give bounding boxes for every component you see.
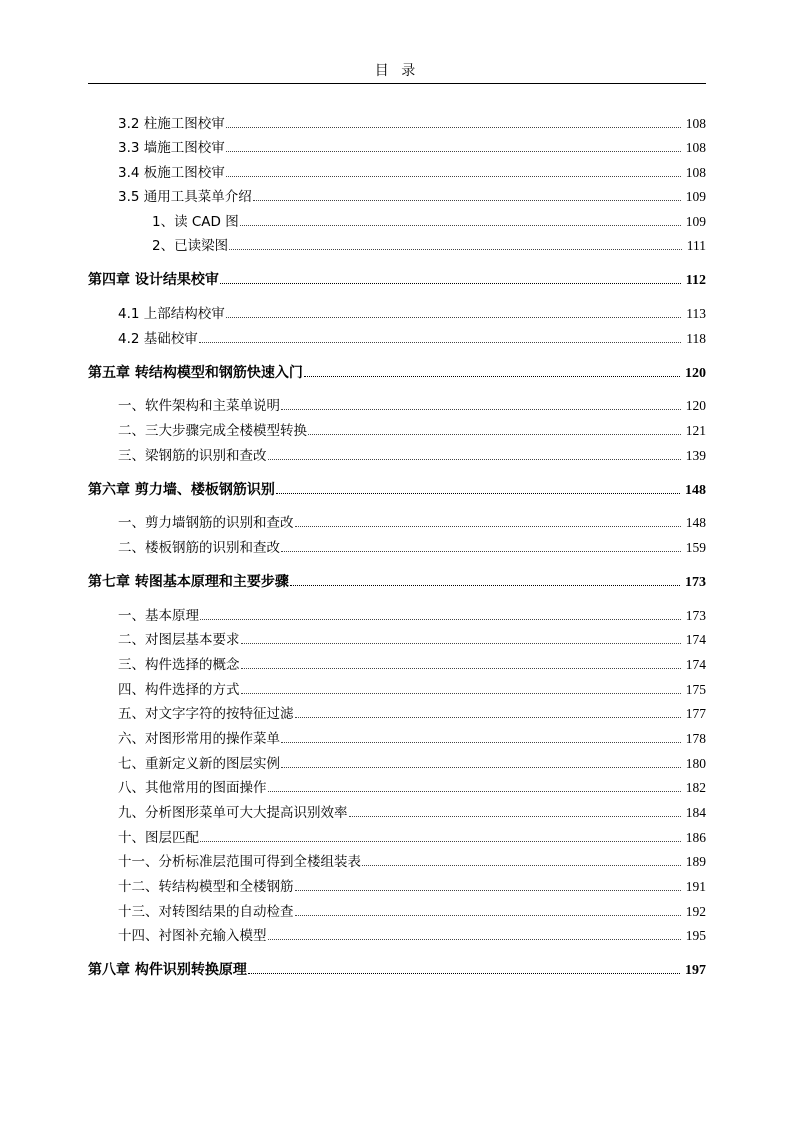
toc-entry-page: 178 xyxy=(685,731,706,746)
dot-leader xyxy=(226,126,681,128)
toc-entry-title: 4.1 上部结构校审 xyxy=(118,306,225,322)
toc-entry[interactable] xyxy=(118,779,706,797)
dot-leader xyxy=(281,408,681,410)
toc-entry-page: 111 xyxy=(686,238,706,253)
toc-entry-page: 177 xyxy=(685,706,706,721)
dot-leader xyxy=(240,224,681,226)
dot-leader xyxy=(349,815,681,817)
toc-entry-page: 118 xyxy=(686,331,706,346)
toc-entry[interactable] xyxy=(118,631,706,649)
toc-chapter-page: 148 xyxy=(685,483,706,498)
toc-entry-title: 4.2 基础校审 xyxy=(118,331,198,347)
dot-leader xyxy=(200,618,681,620)
toc-entry-page: 108 xyxy=(685,140,706,155)
page-header-title: 目 录 xyxy=(374,63,420,79)
toc-entry-title: 一、剪力墙钢筋的识别和查改 xyxy=(118,515,294,531)
toc-entry-title: 十一、分析标准层范围可得到全楼组装表 xyxy=(118,854,361,870)
toc-entry-page: 109 xyxy=(685,189,706,204)
toc-entry[interactable] xyxy=(118,681,706,699)
toc-entry-page: 191 xyxy=(685,879,706,894)
toc-entry[interactable] xyxy=(118,539,706,557)
toc-entry-title: 十二、转结构模型和全楼钢筋 xyxy=(118,879,294,895)
toc-entry[interactable] xyxy=(118,188,706,206)
toc-entry[interactable] xyxy=(118,607,706,625)
toc-entry[interactable] xyxy=(118,514,706,532)
dot-leader xyxy=(226,150,681,152)
toc-entry-page: 174 xyxy=(685,657,706,672)
toc-chapter-page: 197 xyxy=(685,963,706,978)
dot-leader xyxy=(281,550,681,552)
toc-chapter-title: 第六章 剪力墙、楼板钢筋识别 xyxy=(88,482,275,498)
dot-leader xyxy=(226,175,681,177)
toc-entry-title: 五、对文字字符的按特征过滤 xyxy=(118,706,294,722)
toc-entry[interactable] xyxy=(118,903,706,921)
dot-leader xyxy=(241,692,681,694)
toc-entry-title: 二、楼板钢筋的识别和查改 xyxy=(118,540,280,556)
toc-chapter-title: 第八章 构件识别转换原理 xyxy=(88,962,247,978)
toc-entry[interactable] xyxy=(118,447,706,465)
toc-entry[interactable] xyxy=(152,237,706,255)
dot-leader xyxy=(304,375,680,377)
dot-leader xyxy=(281,741,681,743)
toc-entry[interactable] xyxy=(118,853,706,871)
toc-entry-page: 109 xyxy=(685,214,706,229)
toc-chapter[interactable] xyxy=(88,364,706,383)
toc-chapter-page: 120 xyxy=(685,366,706,381)
toc-entry[interactable] xyxy=(118,804,706,822)
toc-chapter-page: 112 xyxy=(685,273,706,288)
toc-entry[interactable] xyxy=(118,115,706,133)
toc-entry-title: 3.3 墙施工图校审 xyxy=(118,140,225,156)
toc-entry-title: 一、软件架构和主菜单说明 xyxy=(118,398,280,414)
toc-entry[interactable] xyxy=(118,330,706,348)
toc-entry-title: 四、构件选择的方式 xyxy=(118,682,240,698)
toc-entry[interactable] xyxy=(118,656,706,674)
dot-leader xyxy=(290,584,680,586)
toc-entry-page: 108 xyxy=(685,116,706,131)
toc-entry[interactable] xyxy=(118,829,706,847)
dot-leader xyxy=(253,199,681,201)
dot-leader xyxy=(295,889,681,891)
toc-chapter-title: 第七章 转图基本原理和主要步骤 xyxy=(88,574,289,590)
toc-entry-title: 二、对图层基本要求 xyxy=(118,632,240,648)
toc-entry[interactable] xyxy=(118,878,706,896)
toc-entry-title: 七、重新定义新的图层实例 xyxy=(118,756,280,772)
toc-entry-page: 121 xyxy=(685,423,706,438)
toc-entry[interactable] xyxy=(118,139,706,157)
toc-entry-title: 九、分析图形菜单可大大提高识别效率 xyxy=(118,805,348,821)
toc-entry-page: 189 xyxy=(685,854,706,869)
toc-entry[interactable] xyxy=(118,422,706,440)
dot-leader xyxy=(241,667,681,669)
toc-entry-page: 108 xyxy=(685,165,706,180)
toc-entry-title: 八、其他常用的图面操作 xyxy=(118,780,267,796)
toc-entry-page: 159 xyxy=(685,540,706,555)
toc-entry-title: 二、三大步骤完成全楼模型转换 xyxy=(118,423,307,439)
toc-entry-page: 113 xyxy=(686,306,706,321)
toc-entry-title: 十三、对转图结果的自动检查 xyxy=(118,904,294,920)
dot-leader xyxy=(308,433,681,435)
dot-leader xyxy=(200,840,681,842)
toc-entry-title: 三、构件选择的概念 xyxy=(118,657,240,673)
dot-leader xyxy=(268,458,681,460)
toc-entry[interactable] xyxy=(118,927,706,945)
toc-chapter-title: 第五章 转结构模型和钢筋快速入门 xyxy=(88,365,303,381)
toc-entry-page: 182 xyxy=(685,780,706,795)
header-divider xyxy=(88,83,706,84)
dot-leader xyxy=(199,341,681,343)
dot-leader xyxy=(220,282,681,284)
toc-entry-page: 192 xyxy=(685,904,706,919)
toc-entry-title: 六、对图形常用的操作菜单 xyxy=(118,731,280,747)
toc-chapter[interactable] xyxy=(88,961,706,980)
toc-chapter-title: 第四章 设计结果校审 xyxy=(88,272,219,288)
dot-leader xyxy=(268,938,681,940)
dot-leader xyxy=(276,492,680,494)
toc-entry-page: 180 xyxy=(685,756,706,771)
toc-entry-page: 148 xyxy=(685,515,706,530)
toc-entry-title: 十四、衬图补充输入模型 xyxy=(118,928,267,944)
toc-entry-title: 十、图层匹配 xyxy=(118,830,199,846)
toc-entry-title: 3.5 通用工具菜单介绍 xyxy=(118,189,252,205)
toc-entry-title: 三、梁钢筋的识别和查改 xyxy=(118,448,267,464)
dot-leader xyxy=(295,914,681,916)
dot-leader xyxy=(295,525,681,527)
toc-entry[interactable] xyxy=(118,705,706,723)
dot-leader xyxy=(226,316,681,318)
toc-entry-title: 1、读 CAD 图 xyxy=(152,214,239,230)
toc-entry-page: 139 xyxy=(685,448,706,463)
dot-leader xyxy=(229,248,682,250)
toc-entry-page: 186 xyxy=(685,830,706,845)
toc-entry-page: 120 xyxy=(685,398,706,413)
dot-leader xyxy=(241,642,681,644)
toc-entry[interactable] xyxy=(118,164,706,182)
toc-entry-page: 195 xyxy=(685,928,706,943)
toc-entry-title: 3.2 柱施工图校审 xyxy=(118,116,225,132)
toc-chapter[interactable] xyxy=(88,573,706,592)
toc-entry[interactable] xyxy=(118,305,706,323)
toc-chapter-page: 173 xyxy=(685,575,706,590)
toc-entry[interactable] xyxy=(118,755,706,773)
toc-entry[interactable] xyxy=(118,397,706,415)
toc-entry-title: 一、基本原理 xyxy=(118,608,199,624)
toc-entry-title: 3.4 板施工图校审 xyxy=(118,165,225,181)
dot-leader xyxy=(362,864,681,866)
toc-entry[interactable] xyxy=(152,213,706,231)
dot-leader xyxy=(248,972,680,974)
toc-entry-page: 174 xyxy=(685,632,706,647)
toc-chapter[interactable] xyxy=(88,271,706,290)
toc-entry[interactable] xyxy=(118,730,706,748)
dot-leader xyxy=(295,716,681,718)
toc-entry-page: 175 xyxy=(685,682,706,697)
toc-chapter[interactable] xyxy=(88,481,706,500)
toc-entry-title: 2、已读梁图 xyxy=(152,238,229,254)
dot-leader xyxy=(281,766,681,768)
toc-entry-page: 173 xyxy=(685,608,706,623)
dot-leader xyxy=(268,790,681,792)
toc-entry-page: 184 xyxy=(685,805,706,820)
